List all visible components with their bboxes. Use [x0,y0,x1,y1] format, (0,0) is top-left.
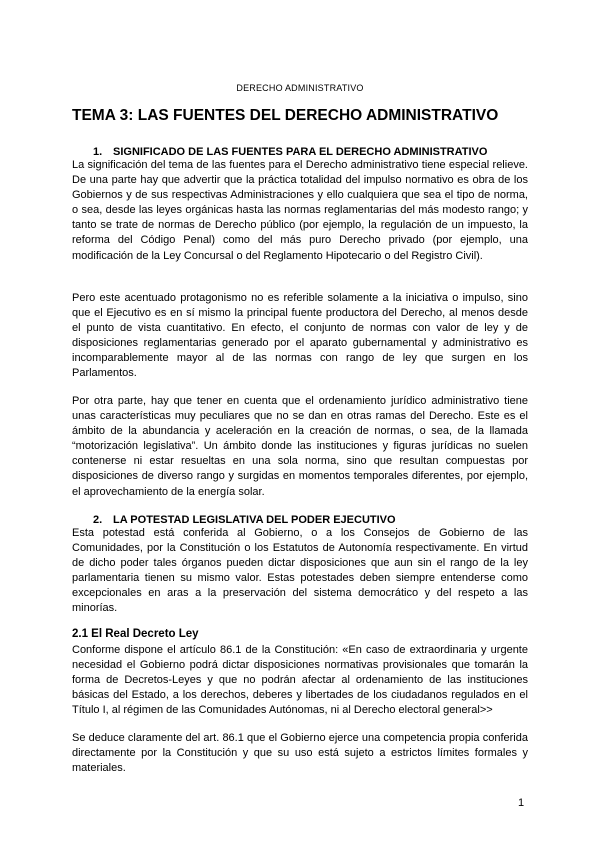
subsection-2-1-paragraph-1: Conforme dispone el artículo 86.1 de la Constitución: «En caso de extraordinaria y urgente necesidad el Gobierno podrá dictar disposiciones normativas provisionales que tomarán la forma de Decretos-Leyes y que no podrán afectar al ordenamiento de las instituciones básicas del Estado, a los derechos, deberes y libertades de los ciudadanos regulados en el Título I, al régimen de las Comunidades Autónomas, ni al Derecho electoral general>> [72,644,528,717]
section-1-title: SIGNIFICADO DE LAS FUENTES PARA EL DERECHO ADMINISTRATIVO [113,146,488,158]
subsection-2-1-paragraph-2: Se deduce claramente del art. 86.1 que el Gobierno ejerce una competencia propia conferida directamente por la Constitución y que su uso está sujeto a estrictos límites formales y materiales. [72,732,528,775]
section-2-paragraph-1: Esta potestad está conferida al Gobierno, o a los Consejos de Gobierno de las Comunidades, por la Constitución o los Estatutos de Autonomía respectivamente. En virtud de dicho poder tales órganos pueden dictar disposiciones que aun sin el rango de la ley parlamentaria tienen su mismo valor. Estas potestades deben siempre entenderse como excepcionales en aras a la preservación del sistema democrático y del respeto a las minorías. [72,527,528,615]
section-1-heading [93,146,487,158]
section-1-paragraph-2: Pero este acentuado protagonismo no es referible solamente a la iniciativa o impulso, sino que el Ejecutivo es en sí mismo la principal fuente productora del Derecho, al menos desde el punto de vista cuantitativo. En efecto, el conjunto de normas con valor de ley y de disposiciones reglamentarias generado por el aparato gubernamental y administrativo es incomparablemente mayor al de las normas con rango de ley que surgen en los Parlamentos. [72,292,528,380]
section-1-paragraph-3: Por otra parte, hay que tener en cuenta que el ordenamiento jurídico administrativo tiene unas características muy peculiares que no se dan en otras ramas del Derecho. Este es el ámbito de la abundancia y aceleración en la creación de normas, o sea, de la llamada “motorización legislativa”. Un ámbito donde las instituciones y figuras jurídicas no suelen contenerse ni estar resueltas en una sola norma, sino que resultan compuestas por disposiciones de diverso rango y surgidas en momentos temporales diferentes, por ejemplo, el aprovechamiento de la energía solar. [72,395,528,498]
section-2-title: LA POTESTAD LEGISLATIVA DEL PODER EJECUTIVO [113,514,396,526]
page-number: 1 [518,797,525,809]
section-1-paragraph-1: La significación del tema de las fuentes para el Derecho administrativo tiene especial relieve. De una parte hay que advertir que la práctica totalidad del impulso normativo es obra de los Gobiernos y de sus respectivas Administraciones y ello cualquiera que sea el tipo de norma, o sea, desde las leyes orgánicas hasta las normas reglamentarias del más modesto rango; y tanto se trate de normas de Derecho público (por ejemplo, la regulación de un impuesto, la reforma del Código Penal) como del más puro Derecho privado (por ejemplo, una modificación de la Ley Concursal o del Reglamento Hipotecario o del Registro Civil). [72,159,528,262]
section-2-heading [93,514,396,526]
running-header: DERECHO ADMINISTRATIVO [236,83,364,93]
document-title: TEMA 3: LAS FUENTES DEL DERECHO ADMINISTRATIVO [72,107,499,124]
subsection-2-1-heading: 2.1 El Real Decreto Ley [72,628,199,640]
section-2-number: 2. [93,514,103,526]
section-1-number: 1. [93,146,103,158]
